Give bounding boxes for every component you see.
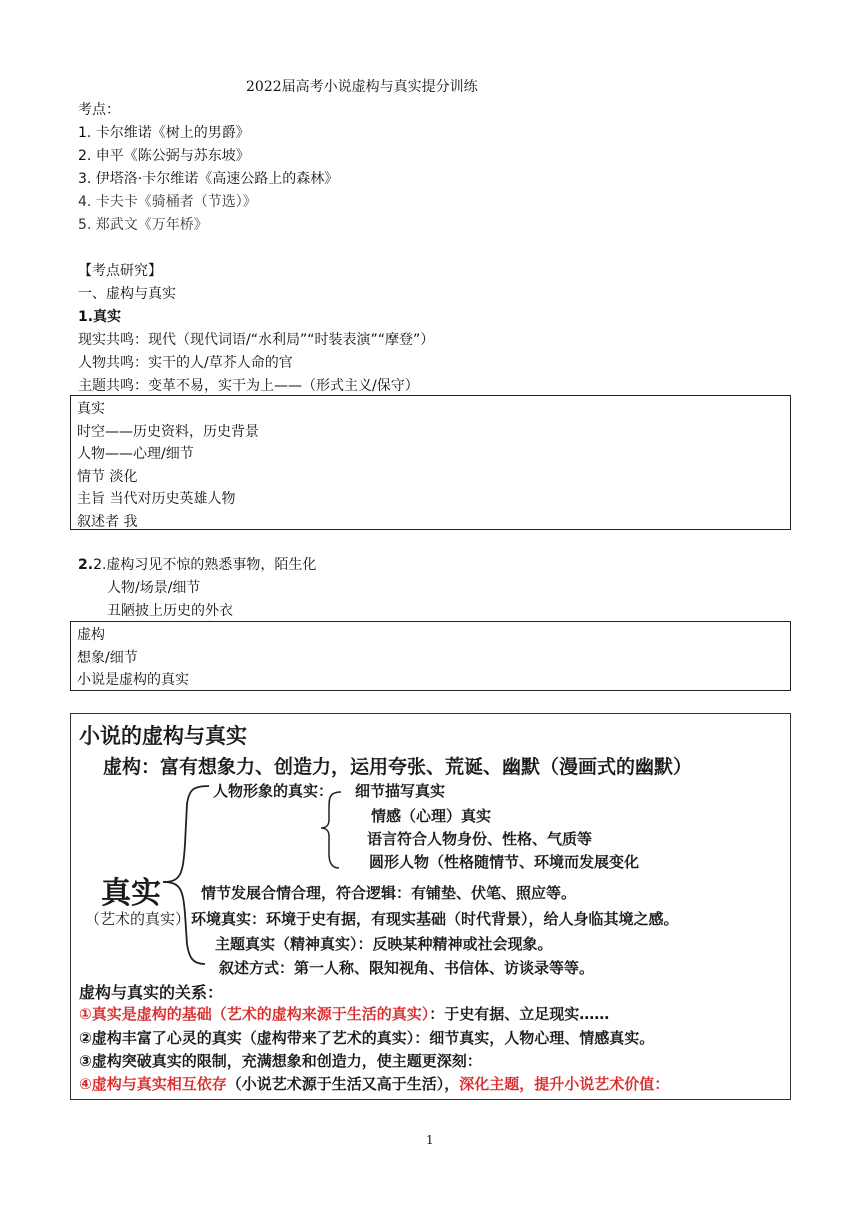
- figure-qingjie: 情节发展合情合理，符合逻辑：有铺垫、伏笔、照应等。: [201, 884, 577, 902]
- box1-row: 主旨 当代对历史英雄人物: [77, 491, 236, 507]
- relation-4-red2: 深化主题，提升小说艺术价值：: [459, 1075, 670, 1093]
- relation-1-red: ①真实是虚构的基础（艺术的虚构来源于生活的真实）: [79, 1005, 430, 1023]
- box1-row: 情节 淡化: [77, 468, 138, 485]
- kaodian-item-2: 2. 申平《陈公弼与苏东坡》: [78, 148, 250, 164]
- kaodian-item-4: 4. 卡夫卡《骑桶者（节选）》: [78, 194, 257, 210]
- figure-xushu: 叙述方式：第一人称、限知视角、书信体、访谈录等等。: [219, 959, 595, 977]
- relation-1-rest: ：于史有据、立足现实……: [429, 1005, 610, 1023]
- truth-summary-box: [70, 395, 791, 530]
- figure-big-word: 真实: [101, 876, 161, 911]
- research-heading: 【考点研究】: [78, 263, 162, 279]
- figure-relation-1: [79, 1003, 609, 1024]
- box1-row: 叙述者 我: [77, 513, 138, 530]
- box2-row: 小说是虚构的真实: [77, 672, 189, 688]
- figure-renwu-item-4: 圆形人物（性格随情节、环境而发展变化: [369, 853, 640, 871]
- figure-relation-4: [79, 1073, 669, 1094]
- kaodian-label: 考点：: [78, 102, 120, 118]
- sub1-line-2: 人物共鸣：实干的人/草芥人命的官: [78, 355, 293, 371]
- figure-zhuti: 主题真实（精神真实）：反映某种精神或社会现象。: [215, 935, 553, 953]
- fiction-truth-figure: [70, 713, 791, 1100]
- figure-art-label: （艺术的真实）: [85, 910, 191, 928]
- figure-relation-3: ③虚构突破真实的限制，充满想象和创造力，使主题更深刻：: [79, 1052, 482, 1070]
- box2-row: 虚构: [77, 627, 105, 643]
- figure-title: 小说的虚构与真实: [79, 724, 247, 748]
- figure-renwu-item-2: 情感（心理）真实: [371, 807, 492, 825]
- figure-relation-heading: 虚构与真实的关系：: [79, 983, 224, 1002]
- relation-4-red: ④虚构与真实相互依存: [79, 1075, 227, 1093]
- figure-relation-2: ②虚构丰富了心灵的真实（虚构带来了艺术的真实）：细节真实，人物心理、情感真实。: [79, 1029, 655, 1047]
- figure-renwu-item-1: 细节描写真实: [355, 782, 446, 800]
- sub1-heading: 1.真实: [78, 309, 122, 325]
- box1-row: 人物——心理/细节: [77, 446, 194, 462]
- sub1-line-3: 主题共鸣：变革不易，实干为上——（形式主义/保守）: [78, 378, 419, 394]
- kaodian-item-5: 5. 郑武文《万年桥》: [78, 217, 208, 233]
- figure-renwu-label: 人物形象的真实：: [213, 782, 334, 800]
- section1-heading: 一、虚构与真实: [78, 286, 176, 302]
- figure-renwu-item-3: 语言符合人物身份、性格、气质等: [367, 830, 593, 848]
- figure-huanjing: 环境真实：环境于史有据，有现实基础（时代背景），给人身临其境之感。: [191, 910, 679, 928]
- sub2-heading: 2.2.虚构习见不惊的熟悉事物，陌生化: [78, 557, 317, 573]
- sub2-line-1: 人物/场景/细节: [107, 580, 201, 596]
- sub2-heading-text: 2.虚构习见不惊的熟悉事物，陌生化: [93, 557, 317, 573]
- box1-row: 时空——历史资料，历史背景: [77, 423, 259, 440]
- sub2-line-2: 丑陋披上历史的外衣: [107, 603, 233, 619]
- box1-row: 真实: [77, 401, 105, 417]
- kaodian-item-3: 3. 伊塔洛·卡尔维诺《高速公路上的森林》: [78, 171, 339, 187]
- box2-row: 想象/细节: [77, 649, 138, 666]
- fiction-summary-box: [70, 621, 791, 691]
- kaodian-item-1: 1. 卡尔维诺《树上的男爵》: [78, 125, 250, 141]
- relation-4-mid: （小说艺术源于生活又高于生活），: [226, 1075, 460, 1093]
- sub1-line-1: 现实共鸣：现代（现代词语/“水利局”“时装表演”“摩登”）: [78, 332, 435, 348]
- figure-xugou-line: 虚构：富有想象力、创造力，运用夸张、荒诞、幽默（漫画式的幽默）: [103, 756, 693, 778]
- page-number: 1: [426, 1133, 434, 1147]
- document-title: 2022届高考小说虚构与真实提分训练: [246, 79, 478, 95]
